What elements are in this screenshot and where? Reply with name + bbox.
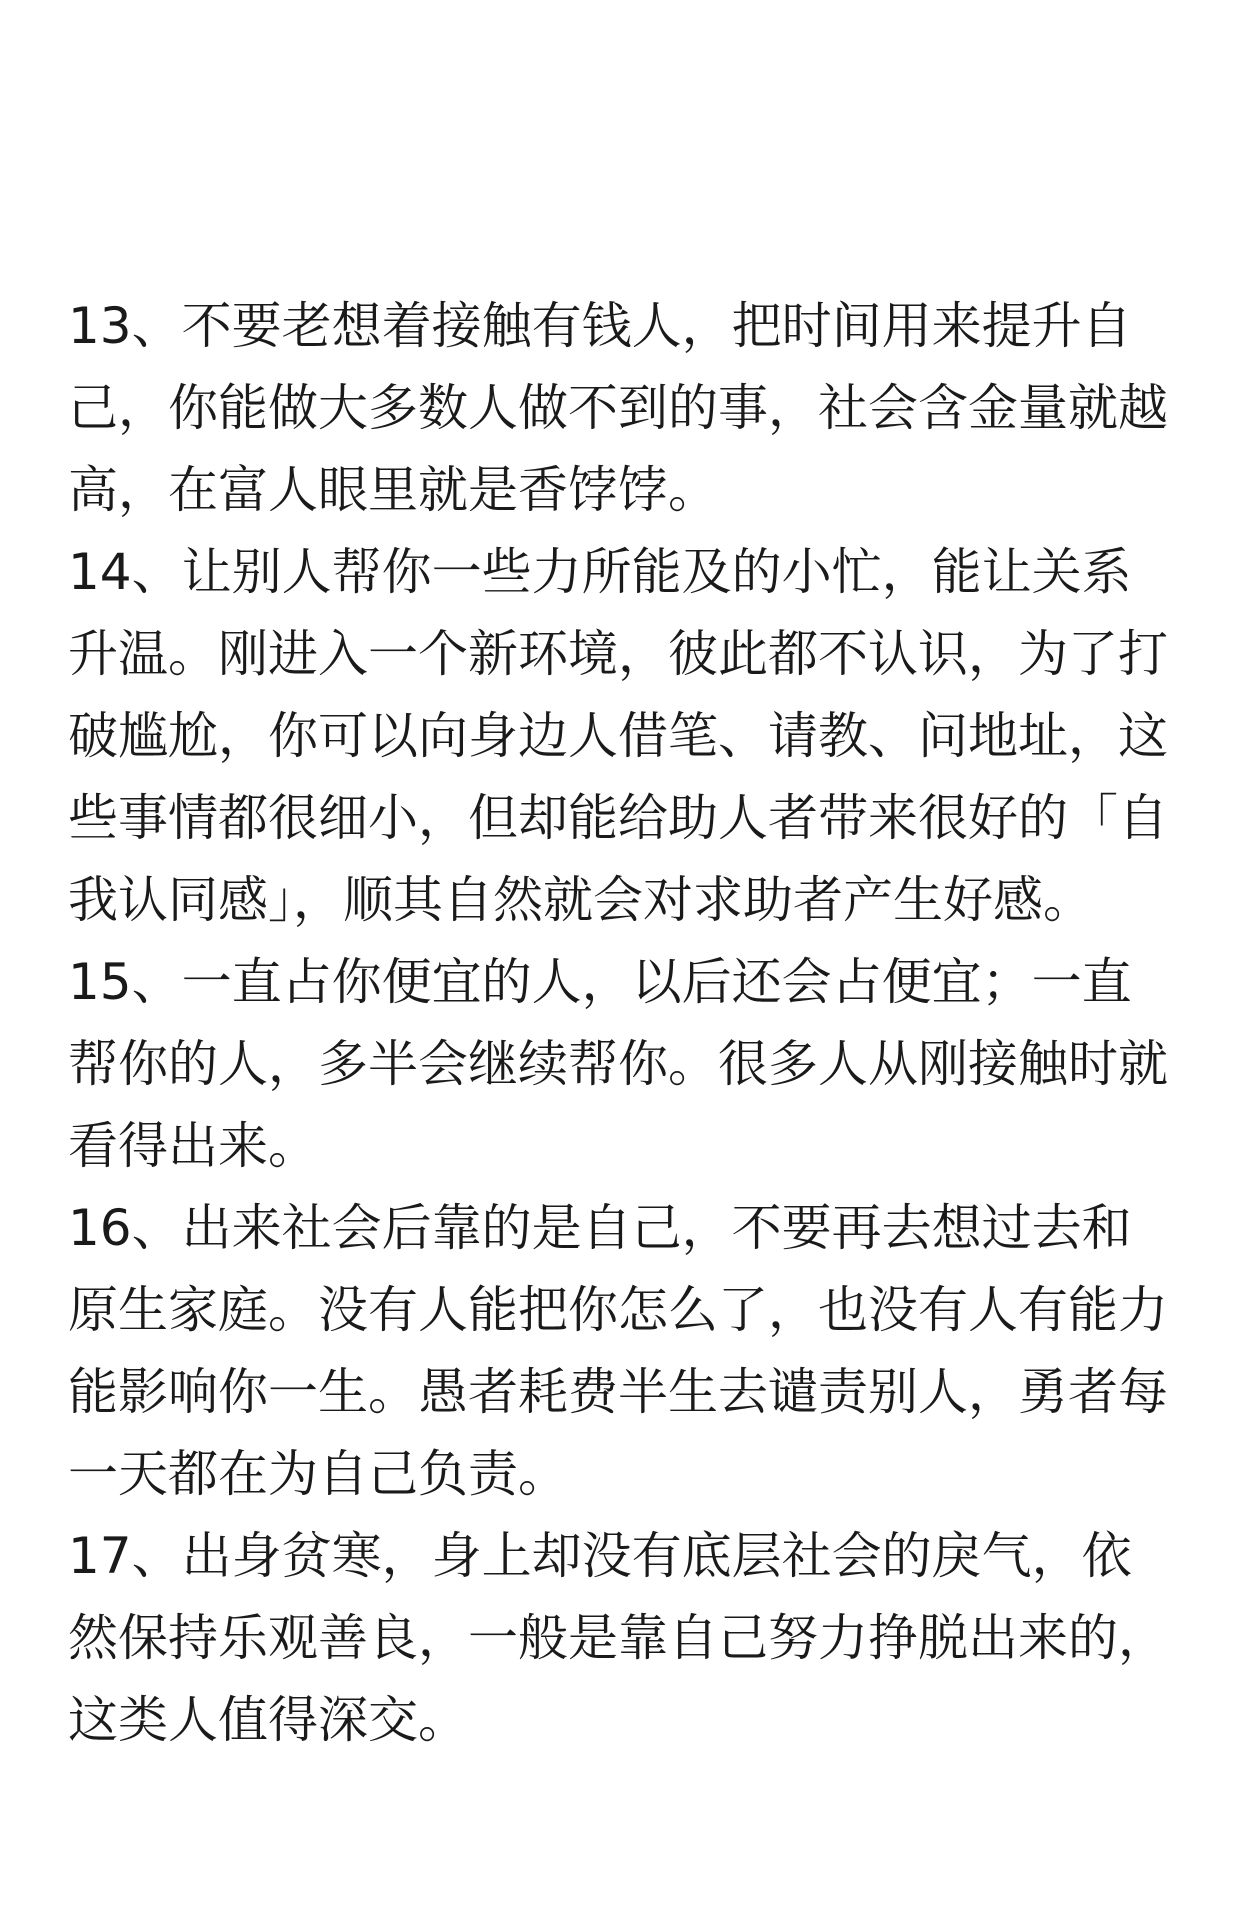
paragraph-15: 15、一直占你便宜的人，以后还会占便宜；一直 帮你的人，多半会继续帮你。很多人从刚接触时就 看得出来。 — [68, 953, 1168, 1175]
paragraph-16: 16、出来社会后靠的是自己，不要再去想过去和 原生家庭。没有人能把你怎么了，也没有人有能力 能影响你一生。愚者耗费半生去谴责别人，勇者每 一天都在为自己负责。 — [68, 1199, 1168, 1503]
paragraph-14: 14、让别人帮你一些力所能及的小忙，能让关系 升温。刚进入一个新环境，彼此都不认识，为了打 破尴尬，你可以向身边人借笔、请教、问地址，这 些事情都很细小，但却能给助人者带来很好的「自 我认同感」，顺其自然就会对求助者产生好感。 — [68, 543, 1168, 929]
paragraph-13: 13、不要老想着接触有钱人，把时间用来提升自 己，你能做大多数人做不到的事，社会含金量就越 高，在富人眼里就是香饽饽。 — [68, 297, 1168, 519]
paragraph-17: 17、出身贫寒，身上却没有底层社会的戾气，依 然保持乐观善良，一般是靠自己努力挣脱出来的， 这类人值得深交。 — [68, 1527, 1168, 1749]
document-text — [68, 285, 1198, 1761]
